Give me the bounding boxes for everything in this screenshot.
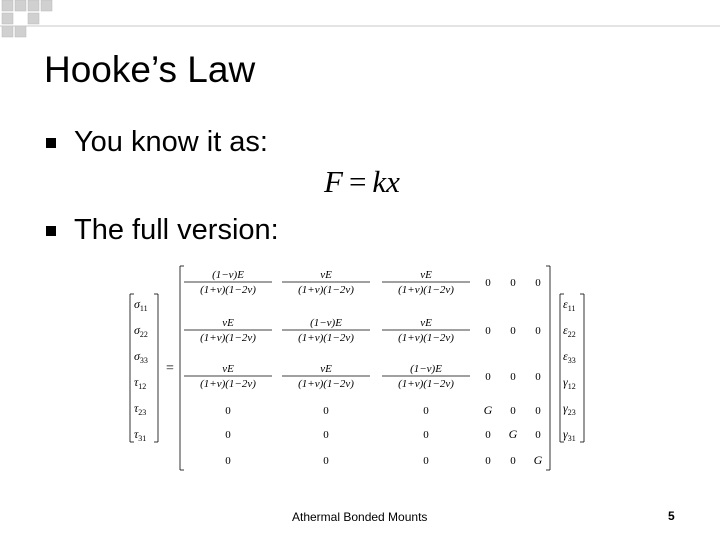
page-number: 5 <box>668 509 675 523</box>
equation-rhs: kx <box>372 164 400 199</box>
bullet-text-1: You know it as: <box>74 126 268 158</box>
matrix-cell-denominator: (1+ν)(1−2ν) <box>298 332 354 344</box>
matrix-cell-zero: 0 <box>485 277 491 289</box>
decoration-square <box>28 13 39 24</box>
matrix-cell-numerator: νE <box>320 363 332 375</box>
matrix-cell-denominator: (1+ν)(1−2ν) <box>200 378 256 390</box>
matrix-cell-denominator: (1+ν)(1−2ν) <box>200 284 256 296</box>
equals-sign: = <box>166 361 174 376</box>
matrix-cell-shear: G <box>533 453 543 467</box>
matrix-cell-denominator: (1+ν)(1−2ν) <box>298 378 354 390</box>
matrix-cell-denominator: (1+ν)(1−2ν) <box>398 332 454 344</box>
matrix-cell-zero: 0 <box>423 455 429 467</box>
matrix-cell-zero: 0 <box>423 405 429 417</box>
matrix-cell-zero: 0 <box>535 429 541 441</box>
matrix-cell-zero: 0 <box>485 455 491 467</box>
slide-title: Hooke’s Law <box>44 49 256 90</box>
equation-lhs: F <box>324 164 343 199</box>
matrix-cell-denominator: (1+ν)(1−2ν) <box>398 284 454 296</box>
matrix-cell-zero: 0 <box>423 429 429 441</box>
matrix-cell-zero: 0 <box>225 429 231 441</box>
matrix-cell-zero: 0 <box>485 371 491 383</box>
stiffness-matrix-equation <box>118 262 598 478</box>
bullet-item-1 <box>46 124 268 160</box>
decoration-square <box>41 0 52 11</box>
matrix-cell-zero: 0 <box>323 405 329 417</box>
stress-component: $\sigma_{22}$ <box>134 323 148 339</box>
matrix-cell-numerator: νE <box>222 363 234 375</box>
matrix-cell-shear: G <box>483 403 493 417</box>
matrix-cell-zero: 0 <box>510 277 516 289</box>
matrix-cell-shear: G <box>508 427 518 441</box>
matrix-cell-denominator: (1+ν)(1−2ν) <box>298 284 354 296</box>
strain-component: $\gamma_{23}$ <box>563 401 576 417</box>
matrix-cell-numerator: νE <box>420 317 432 329</box>
matrix-cell-denominator: (1+ν)(1−2ν) <box>398 378 454 390</box>
matrix-cell-zero: 0 <box>510 455 516 467</box>
stress-component: $\tau_{12}$ <box>134 375 147 391</box>
matrix-cell-numerator: νE <box>320 269 332 281</box>
matrix-cell-zero: 0 <box>510 371 516 383</box>
matrix-cell-zero: 0 <box>485 325 491 337</box>
stress-component: $\tau_{31}$ <box>134 427 147 443</box>
matrix-cell-zero: 0 <box>485 429 491 441</box>
matrix-cell-zero: 0 <box>535 277 541 289</box>
bullet-square-icon <box>46 138 56 148</box>
matrix-cell-zero: 0 <box>535 371 541 383</box>
slide-footer: Athermal Bonded Mounts <box>292 510 428 524</box>
strain-component: $\varepsilon_{33}$ <box>563 349 576 365</box>
matrix-cell-zero: 0 <box>323 429 329 441</box>
decoration-square <box>15 26 26 37</box>
matrix-cell-numerator: νE <box>222 317 234 329</box>
simple-equation <box>324 164 400 200</box>
decoration-square <box>28 0 39 11</box>
strain-component: $\varepsilon_{22}$ <box>563 323 576 339</box>
decoration-square <box>15 0 26 11</box>
strain-component: $\gamma_{31}$ <box>563 427 576 443</box>
decoration-square <box>2 13 13 24</box>
stress-component: $\sigma_{11}$ <box>134 297 148 313</box>
bullet-item-2 <box>46 212 279 248</box>
matrix-cell-numerator: νE <box>420 269 432 281</box>
matrix-cell-numerator: (1−ν)E <box>212 269 244 281</box>
strain-component: $\gamma_{12}$ <box>563 375 576 391</box>
matrix-cell-zero: 0 <box>510 325 516 337</box>
decoration-square <box>2 0 13 11</box>
equation-operator: = <box>348 164 367 199</box>
matrix-cell-denominator: (1+ν)(1−2ν) <box>200 332 256 344</box>
matrix-cell-zero: 0 <box>225 455 231 467</box>
header-decoration <box>0 0 720 40</box>
stress-component: $\tau_{23}$ <box>134 401 147 417</box>
matrix-cell-zero: 0 <box>535 325 541 337</box>
strain-component: $\varepsilon_{11}$ <box>563 297 576 313</box>
matrix-cell-numerator: (1−ν)E <box>410 363 442 375</box>
stress-component: $\sigma_{33}$ <box>134 349 148 365</box>
matrix-cell-zero: 0 <box>535 405 541 417</box>
bullet-square-icon <box>46 226 56 236</box>
decoration-square <box>2 26 13 37</box>
matrix-cell-numerator: (1−ν)E <box>310 317 342 329</box>
matrix-cell-zero: 0 <box>323 455 329 467</box>
matrix-cell-zero: 0 <box>225 405 231 417</box>
matrix-cell-zero: 0 <box>510 405 516 417</box>
bullet-text-2: The full version: <box>74 214 279 246</box>
